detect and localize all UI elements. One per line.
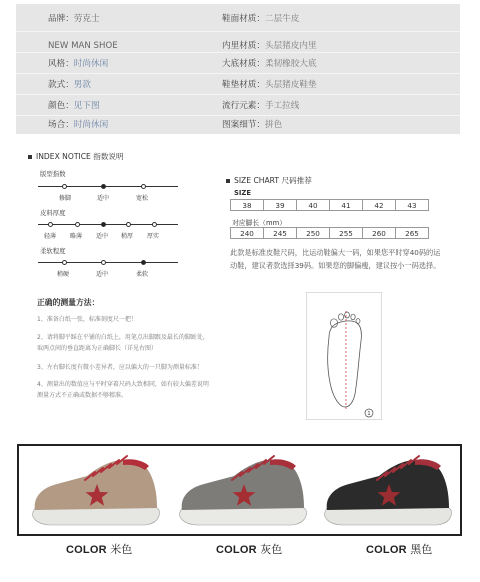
- length-label: 对应脚长（mm）: [232, 219, 287, 227]
- spec-value: 时尚休闲: [73, 59, 109, 69]
- spec-row: [16, 97, 460, 115]
- shoe-0: [33, 456, 160, 525]
- size-cell: 38: [231, 200, 264, 211]
- scale-dot: [141, 184, 146, 189]
- scale-line: [38, 262, 178, 263]
- scale-option: 适中: [97, 195, 110, 202]
- scale-label: 版型指数: [40, 170, 66, 178]
- color-label-grey: [216, 541, 282, 557]
- scale-option: 修脚: [59, 195, 72, 202]
- scale-line: [38, 224, 178, 225]
- spec-key: 图案细节：: [222, 120, 265, 130]
- size-table: [230, 199, 429, 211]
- spec-key: 款式：: [48, 80, 74, 90]
- color-label-beige: [66, 541, 132, 557]
- spec-row: [16, 76, 460, 94]
- size-cell: 39: [264, 200, 297, 211]
- length-cell: 250: [297, 228, 330, 239]
- scale-line: [38, 186, 178, 187]
- length-cell: 260: [363, 228, 396, 239]
- color-label-zh: 米色: [110, 543, 133, 556]
- scale-dot: [126, 222, 131, 227]
- shoe-1: [180, 456, 307, 525]
- scale-label: 皮料厚度: [40, 209, 66, 217]
- spec-key: 风格：: [48, 59, 74, 69]
- spec-key: 鞋垫材质：: [222, 80, 265, 90]
- scale-option: 宽松: [136, 195, 149, 202]
- scale-option: 稍硬: [57, 271, 70, 278]
- divider: [16, 52, 460, 53]
- divider: [16, 73, 460, 74]
- shoe-color-panel: [17, 444, 462, 536]
- shoe-upper: [35, 460, 157, 510]
- spec-row: [16, 55, 460, 73]
- scale-option: 适中: [96, 233, 109, 240]
- spec-value: 柔韧橡胶大底: [264, 59, 317, 69]
- color-label-en: COLOR: [216, 544, 257, 556]
- spec-key: 颜色：: [48, 101, 74, 111]
- length-cell: 245: [264, 228, 297, 239]
- size-note: 此款是标准皮鞋尺码，比运动鞋偏大一码，如果您平时穿40码的运动鞋，建议者款选择39码。如果您的脚偏瘦，建议按小一码选择。: [230, 248, 441, 270]
- spec-table: [16, 4, 460, 134]
- bullet-icon: [226, 179, 230, 183]
- measure-title: 正确的测量方法：: [37, 298, 100, 307]
- length-table: [230, 227, 429, 239]
- spec-value: 劳克士: [73, 14, 100, 24]
- spec-key: 流行元素：: [222, 101, 265, 111]
- scale-dot: [101, 260, 106, 265]
- scale-option: 略薄: [70, 233, 83, 240]
- scale-option: 柔软: [136, 271, 149, 278]
- length-cell: 265: [396, 228, 429, 239]
- measure-step: 1、准备白纸一张，标准刻度尺一把！: [37, 316, 137, 323]
- length-cell: 240: [231, 228, 264, 239]
- scale-dot: [62, 184, 67, 189]
- divider: [16, 31, 460, 32]
- size-cell: 42: [363, 200, 396, 211]
- spec-key: 鞋面材质：: [222, 14, 265, 24]
- spec-value: 头层猪皮内里: [264, 41, 317, 51]
- size-cell: 43: [396, 200, 429, 211]
- scale-dot-selected: [101, 222, 106, 227]
- scale-dot: [75, 222, 80, 227]
- scale-option: 轻薄: [44, 233, 57, 240]
- spec-key: 内里材质：: [222, 41, 265, 51]
- spec-value: 头层猪皮鞋垫: [264, 80, 317, 90]
- size-chart-title: SIZE CHART 尺码推荐: [226, 175, 312, 186]
- spec-row: [16, 10, 460, 28]
- bullet-icon: [28, 155, 32, 159]
- svg-text:1: 1: [367, 411, 371, 418]
- measure-step: 测量方式不正确或数据不够精准。: [37, 392, 128, 399]
- color-label-zh: 灰色: [260, 543, 283, 556]
- spec-key: 大底材质：: [222, 59, 265, 69]
- divider: [16, 94, 460, 95]
- scale-option: 稍厚: [121, 233, 134, 240]
- shoe-upper: [327, 460, 449, 510]
- spec-value: 时尚休闲: [73, 120, 109, 130]
- color-label-en: COLOR: [66, 544, 107, 556]
- scale-label: 柔软程度: [40, 247, 66, 255]
- spec-value: 手工拉线: [264, 101, 300, 111]
- spec-key: 品牌：: [48, 14, 74, 24]
- spec-value: 拼色: [264, 120, 283, 130]
- brand-english: NEW MAN SHOE: [48, 41, 118, 51]
- color-label-black: [366, 541, 432, 557]
- length-cell: 255: [330, 228, 363, 239]
- color-label-en: COLOR: [366, 544, 407, 556]
- foot-diagram: [306, 292, 382, 420]
- measure-step: 取两点间的垂直距离为正确脚长（详见右图）: [37, 345, 158, 352]
- index-notice-title: INDEX NOTICE 指数说明: [28, 151, 124, 162]
- scale-dot-selected: [141, 260, 146, 265]
- size-label: SIZE: [234, 189, 251, 197]
- length-row: [231, 228, 429, 239]
- measure-step: 4、测量出的数值应与平时穿着尺码大致相同，如有较大偏差说明: [37, 381, 209, 388]
- scale-dot: [48, 222, 53, 227]
- spec-row: [16, 116, 460, 134]
- spec-value: 二层牛皮: [264, 14, 300, 24]
- shoe-images: [19, 446, 460, 534]
- measure-step: 3、左右脚长度有微小差异者，应以偏大的一只脚为测量标准！: [37, 364, 203, 371]
- color-label-zh: 黑色: [410, 543, 433, 556]
- spec-value: 见下图: [73, 101, 100, 111]
- size-row: [231, 200, 429, 211]
- foot-outline-icon: [307, 293, 383, 421]
- shoe-upper: [182, 460, 304, 510]
- scale-dot: [62, 260, 67, 265]
- scale-option: 厚实: [147, 233, 160, 240]
- spec-key: 场合：: [48, 120, 74, 130]
- scale-dot: [152, 222, 157, 227]
- scale-option: 适中: [96, 271, 109, 278]
- size-cell: 41: [330, 200, 363, 211]
- scale-dot-selected: [101, 184, 106, 189]
- size-cell: 40: [297, 200, 330, 211]
- measure-step: 2、请将脚平踩在平铺的白纸上，用笔点出脚跟及最长的脚趾处，: [37, 334, 209, 341]
- spec-value: 男款: [73, 80, 91, 90]
- shoe-2: [325, 456, 452, 525]
